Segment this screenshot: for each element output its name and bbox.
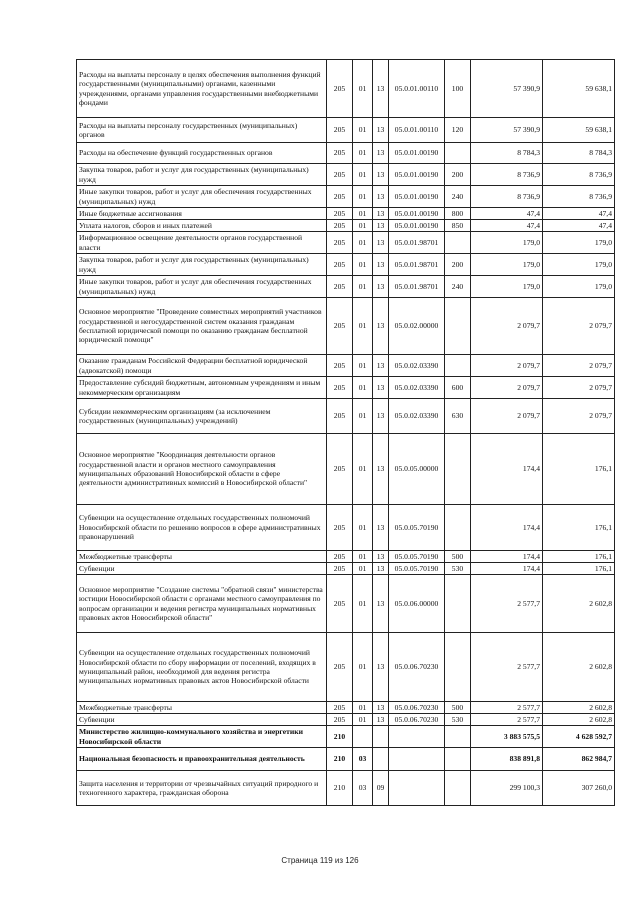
table-row bbox=[77, 714, 615, 726]
ved-code: 205 bbox=[327, 186, 353, 208]
target-article: 05.0.02.03390 bbox=[389, 355, 445, 377]
subsection-code: 13 bbox=[373, 563, 389, 575]
amount-year-2: 179,0 bbox=[543, 254, 615, 276]
subsection-code: 13 bbox=[373, 118, 389, 143]
table-row bbox=[77, 118, 615, 143]
amount-year-2: 59 638,1 bbox=[543, 60, 615, 118]
row-name: Закупка товаров, работ и услуг для государственных (муниципальных) нужд bbox=[77, 164, 327, 186]
subsection-code: 13 bbox=[373, 633, 389, 702]
amount-year-2: 176,1 bbox=[543, 563, 615, 575]
target-article: 05.0.02.00000 bbox=[389, 298, 445, 355]
target-article: 05.0.01.00110 bbox=[389, 60, 445, 118]
row-name: Иные закупки товаров, работ и услуг для обеспечения государственных (муниципальных) нужд bbox=[77, 186, 327, 208]
section-code: 01 bbox=[353, 377, 373, 399]
expense-type bbox=[445, 298, 471, 355]
ved-code: 205 bbox=[327, 208, 353, 220]
ved-code: 205 bbox=[327, 232, 353, 254]
amount-year-2: 176,1 bbox=[543, 434, 615, 505]
expense-type bbox=[445, 726, 471, 748]
budget-table bbox=[76, 59, 615, 806]
row-name: Расходы на обеспечение функций государственных органов bbox=[77, 143, 327, 164]
amount-year-1: 2 079,7 bbox=[471, 298, 543, 355]
subsection-code: 13 bbox=[373, 220, 389, 232]
table-row bbox=[77, 726, 615, 748]
table-row bbox=[77, 60, 615, 118]
target-article: 05.0.06.70230 bbox=[389, 702, 445, 714]
row-name: Субсидии некоммерческим организациям (за исключением государственных (муниципальных) учреждений) bbox=[77, 399, 327, 434]
amount-year-1: 47,4 bbox=[471, 208, 543, 220]
table-row bbox=[77, 298, 615, 355]
amount-year-1: 179,0 bbox=[471, 232, 543, 254]
ved-code: 205 bbox=[327, 276, 353, 298]
row-name: Закупка товаров, работ и услуг для государственных (муниципальных) нужд bbox=[77, 254, 327, 276]
expense-type: 500 bbox=[445, 551, 471, 563]
ved-code: 205 bbox=[327, 563, 353, 575]
amount-year-2: 2 602,8 bbox=[543, 633, 615, 702]
section-code bbox=[353, 726, 373, 748]
subsection-code: 13 bbox=[373, 575, 389, 633]
amount-year-2: 8 736,9 bbox=[543, 186, 615, 208]
expense-type bbox=[445, 505, 471, 551]
ved-code: 205 bbox=[327, 355, 353, 377]
ved-code: 205 bbox=[327, 164, 353, 186]
subsection-code: 13 bbox=[373, 355, 389, 377]
section-code: 01 bbox=[353, 220, 373, 232]
target-article: 05.0.01.00110 bbox=[389, 118, 445, 143]
table-row bbox=[77, 748, 615, 771]
amount-year-1: 2 577,7 bbox=[471, 633, 543, 702]
expense-type: 630 bbox=[445, 399, 471, 434]
amount-year-1: 179,0 bbox=[471, 254, 543, 276]
amount-year-2: 47,4 bbox=[543, 208, 615, 220]
amount-year-2: 2 602,8 bbox=[543, 702, 615, 714]
ved-code: 205 bbox=[327, 633, 353, 702]
amount-year-1: 299 100,3 bbox=[471, 771, 543, 806]
subsection-code bbox=[373, 748, 389, 771]
expense-type: 530 bbox=[445, 563, 471, 575]
section-code: 01 bbox=[353, 551, 373, 563]
table-row bbox=[77, 575, 615, 633]
row-name: Основное мероприятие "Создание системы "обратной связи" министерства юстиции Новосибирской области с органами местного самоуправления по вопросам организации и ведения регистра муниципальных нормативных правовых актов Новосибирской области" bbox=[77, 575, 327, 633]
target-article: 05.0.01.00190 bbox=[389, 208, 445, 220]
target-article: 05.0.01.00190 bbox=[389, 186, 445, 208]
table-row bbox=[77, 702, 615, 714]
ved-code: 210 bbox=[327, 771, 353, 806]
expense-type: 100 bbox=[445, 60, 471, 118]
expense-type: 600 bbox=[445, 377, 471, 399]
amount-year-2: 8 736,9 bbox=[543, 164, 615, 186]
ved-code: 205 bbox=[327, 551, 353, 563]
row-name: Расходы на выплаты персоналу в целях обеспечения выполнения функций государственными (муниципальными) органами, казенными учреждениями, органами управления государственными внебюджетными фондами bbox=[77, 60, 327, 118]
expense-type: 850 bbox=[445, 220, 471, 232]
section-code: 01 bbox=[353, 355, 373, 377]
subsection-code: 13 bbox=[373, 298, 389, 355]
amount-year-1: 8 784,3 bbox=[471, 143, 543, 164]
target-article bbox=[389, 748, 445, 771]
row-name: Уплата налогов, сборов и иных платежей bbox=[77, 220, 327, 232]
section-code: 01 bbox=[353, 505, 373, 551]
subsection-code bbox=[373, 726, 389, 748]
row-name: Основное мероприятие "Координация деятельности органов государственной власти и органов местного самоуправления муниципальных образований Новосибирской области в сфере деятельности административных комиссий в Новосибирской области" bbox=[77, 434, 327, 505]
target-article bbox=[389, 726, 445, 748]
table-row bbox=[77, 771, 615, 806]
row-name: Расходы на выплаты персоналу государственных (муниципальных) органов bbox=[77, 118, 327, 143]
amount-year-2: 4 628 592,7 bbox=[543, 726, 615, 748]
row-name: Иные бюджетные ассигнования bbox=[77, 208, 327, 220]
subsection-code: 13 bbox=[373, 399, 389, 434]
expense-type bbox=[445, 575, 471, 633]
target-article: 05.0.01.98701 bbox=[389, 276, 445, 298]
ved-code: 205 bbox=[327, 714, 353, 726]
amount-year-2: 2 079,7 bbox=[543, 355, 615, 377]
row-name: Межбюджетные трансферты bbox=[77, 551, 327, 563]
ved-code: 205 bbox=[327, 377, 353, 399]
row-name: Иные закупки товаров, работ и услуг для обеспечения государственных (муниципальных) нужд bbox=[77, 276, 327, 298]
section-code: 01 bbox=[353, 399, 373, 434]
amount-year-2: 176,1 bbox=[543, 551, 615, 563]
ved-code: 210 bbox=[327, 726, 353, 748]
amount-year-1: 179,0 bbox=[471, 276, 543, 298]
target-article: 05.0.02.03390 bbox=[389, 377, 445, 399]
subsection-code: 09 bbox=[373, 771, 389, 806]
row-name: Основное мероприятие "Проведение совместных мероприятий участников государственной и негосударственной систем оказания гражданам бесплатной юридической помощи по оказанию гражданам бесплатной юридической помощи" bbox=[77, 298, 327, 355]
subsection-code: 13 bbox=[373, 208, 389, 220]
expense-type: 800 bbox=[445, 208, 471, 220]
table-body bbox=[77, 60, 615, 806]
section-code: 01 bbox=[353, 186, 373, 208]
ved-code: 205 bbox=[327, 254, 353, 276]
subsection-code: 13 bbox=[373, 702, 389, 714]
amount-year-1: 2 577,7 bbox=[471, 714, 543, 726]
amount-year-1: 174,4 bbox=[471, 505, 543, 551]
expense-type: 500 bbox=[445, 702, 471, 714]
subsection-code: 13 bbox=[373, 254, 389, 276]
subsection-code: 13 bbox=[373, 505, 389, 551]
subsection-code: 13 bbox=[373, 276, 389, 298]
amount-year-2: 2 079,7 bbox=[543, 298, 615, 355]
target-article: 05.0.05.70190 bbox=[389, 563, 445, 575]
table-row bbox=[77, 633, 615, 702]
amount-year-1: 3 883 575,5 bbox=[471, 726, 543, 748]
ved-code: 210 bbox=[327, 748, 353, 771]
section-code: 01 bbox=[353, 702, 373, 714]
subsection-code: 13 bbox=[373, 143, 389, 164]
amount-year-2: 176,1 bbox=[543, 505, 615, 551]
target-article: 05.0.05.70190 bbox=[389, 551, 445, 563]
subsection-code: 13 bbox=[373, 60, 389, 118]
section-code: 01 bbox=[353, 276, 373, 298]
target-article: 05.0.06.70230 bbox=[389, 633, 445, 702]
section-code: 01 bbox=[353, 563, 373, 575]
subsection-code: 13 bbox=[373, 186, 389, 208]
table-row bbox=[77, 355, 615, 377]
amount-year-2: 8 784,3 bbox=[543, 143, 615, 164]
expense-type bbox=[445, 355, 471, 377]
table-row bbox=[77, 563, 615, 575]
amount-year-2: 2 602,8 bbox=[543, 714, 615, 726]
amount-year-2: 2 602,8 bbox=[543, 575, 615, 633]
table-row bbox=[77, 377, 615, 399]
expense-type bbox=[445, 771, 471, 806]
amount-year-2: 307 260,0 bbox=[543, 771, 615, 806]
ved-code: 205 bbox=[327, 118, 353, 143]
target-article: 05.0.01.00190 bbox=[389, 143, 445, 164]
expense-type: 200 bbox=[445, 164, 471, 186]
expense-type: 240 bbox=[445, 186, 471, 208]
section-code: 03 bbox=[353, 771, 373, 806]
expense-type bbox=[445, 748, 471, 771]
target-article: 05.0.01.98701 bbox=[389, 232, 445, 254]
table-row bbox=[77, 254, 615, 276]
target-article bbox=[389, 771, 445, 806]
section-code: 01 bbox=[353, 714, 373, 726]
amount-year-2: 47,4 bbox=[543, 220, 615, 232]
expense-type bbox=[445, 633, 471, 702]
amount-year-1: 57 390,9 bbox=[471, 118, 543, 143]
section-code: 01 bbox=[353, 164, 373, 186]
section-code: 01 bbox=[353, 298, 373, 355]
amount-year-1: 174,4 bbox=[471, 551, 543, 563]
amount-year-2: 2 079,7 bbox=[543, 377, 615, 399]
ved-code: 205 bbox=[327, 505, 353, 551]
ved-code: 205 bbox=[327, 60, 353, 118]
amount-year-1: 8 736,9 bbox=[471, 164, 543, 186]
row-name: Субвенции на осуществление отдельных государственных полномочий Новосибирской области по решению вопросов в сфере административных правонарушений bbox=[77, 505, 327, 551]
section-code: 01 bbox=[353, 254, 373, 276]
table-row bbox=[77, 164, 615, 186]
amount-year-2: 179,0 bbox=[543, 276, 615, 298]
table-row bbox=[77, 551, 615, 563]
row-name: Национальная безопасность и правоохранительная деятельность bbox=[77, 748, 327, 771]
subsection-code: 13 bbox=[373, 714, 389, 726]
row-name: Информационное освещение деятельности органов государственной власти bbox=[77, 232, 327, 254]
amount-year-1: 47,4 bbox=[471, 220, 543, 232]
table-row bbox=[77, 399, 615, 434]
row-name: Субвенции bbox=[77, 714, 327, 726]
amount-year-2: 59 638,1 bbox=[543, 118, 615, 143]
table-row bbox=[77, 186, 615, 208]
table-row bbox=[77, 232, 615, 254]
subsection-code: 13 bbox=[373, 551, 389, 563]
target-article: 05.0.02.03390 bbox=[389, 399, 445, 434]
ved-code: 205 bbox=[327, 143, 353, 164]
section-code: 01 bbox=[353, 60, 373, 118]
page-footer: Страница 119 из 126 bbox=[281, 856, 359, 865]
section-code: 01 bbox=[353, 143, 373, 164]
expense-type: 240 bbox=[445, 276, 471, 298]
amount-year-1: 2 577,7 bbox=[471, 575, 543, 633]
amount-year-2: 2 079,7 bbox=[543, 399, 615, 434]
amount-year-2: 862 984,7 bbox=[543, 748, 615, 771]
row-name: Защита населения и территории от чрезвычайных ситуаций природного и техногенного характера, гражданская оборона bbox=[77, 771, 327, 806]
expense-type: 120 bbox=[445, 118, 471, 143]
section-code: 01 bbox=[353, 208, 373, 220]
ved-code: 205 bbox=[327, 399, 353, 434]
target-article: 05.0.05.70190 bbox=[389, 505, 445, 551]
ved-code: 205 bbox=[327, 434, 353, 505]
amount-year-1: 57 390,9 bbox=[471, 60, 543, 118]
table-row bbox=[77, 143, 615, 164]
amount-year-1: 2 079,7 bbox=[471, 399, 543, 434]
target-article: 05.0.01.98701 bbox=[389, 254, 445, 276]
ved-code: 205 bbox=[327, 575, 353, 633]
row-name: Субвенции на осуществление отдельных государственных полномочий Новосибирской области по сбору информации от поселений, входящих в муниципальный район, необходимой для ведения регистра муниципальных нормативных правовых актов Новосибирской области bbox=[77, 633, 327, 702]
expense-type: 530 bbox=[445, 714, 471, 726]
expense-type bbox=[445, 143, 471, 164]
expense-type bbox=[445, 434, 471, 505]
section-code: 01 bbox=[353, 232, 373, 254]
amount-year-1: 174,4 bbox=[471, 563, 543, 575]
subsection-code: 13 bbox=[373, 164, 389, 186]
amount-year-1: 8 736,9 bbox=[471, 186, 543, 208]
table-row bbox=[77, 220, 615, 232]
table-row bbox=[77, 505, 615, 551]
target-article: 05.0.01.00190 bbox=[389, 220, 445, 232]
section-code: 01 bbox=[353, 575, 373, 633]
amount-year-1: 2 079,7 bbox=[471, 355, 543, 377]
ved-code: 205 bbox=[327, 702, 353, 714]
row-name: Предоставление субсидий бюджетным, автономным учреждениям и иным некоммерческим организациям bbox=[77, 377, 327, 399]
amount-year-2: 179,0 bbox=[543, 232, 615, 254]
section-code: 01 bbox=[353, 434, 373, 505]
amount-year-1: 2 079,7 bbox=[471, 377, 543, 399]
amount-year-1: 174,4 bbox=[471, 434, 543, 505]
ved-code: 205 bbox=[327, 220, 353, 232]
table-row bbox=[77, 276, 615, 298]
target-article: 05.0.05.00000 bbox=[389, 434, 445, 505]
amount-year-1: 838 891,8 bbox=[471, 748, 543, 771]
subsection-code: 13 bbox=[373, 434, 389, 505]
amount-year-1: 2 577,7 bbox=[471, 702, 543, 714]
target-article: 05.0.06.70230 bbox=[389, 714, 445, 726]
row-name: Министерство жилищно-коммунального хозяйства и энергетики Новосибирской области bbox=[77, 726, 327, 748]
row-name: Субвенции bbox=[77, 563, 327, 575]
ved-code: 205 bbox=[327, 298, 353, 355]
section-code: 03 bbox=[353, 748, 373, 771]
table-row bbox=[77, 434, 615, 505]
subsection-code: 13 bbox=[373, 232, 389, 254]
expense-type bbox=[445, 232, 471, 254]
row-name: Межбюджетные трансферты bbox=[77, 702, 327, 714]
section-code: 01 bbox=[353, 633, 373, 702]
target-article: 05.0.01.00190 bbox=[389, 164, 445, 186]
subsection-code: 13 bbox=[373, 377, 389, 399]
table-row bbox=[77, 208, 615, 220]
row-name: Оказание гражданам Российской Федерации бесплатной юридической (адвокатской) помощи bbox=[77, 355, 327, 377]
section-code: 01 bbox=[353, 118, 373, 143]
expense-type: 200 bbox=[445, 254, 471, 276]
target-article: 05.0.06.00000 bbox=[389, 575, 445, 633]
